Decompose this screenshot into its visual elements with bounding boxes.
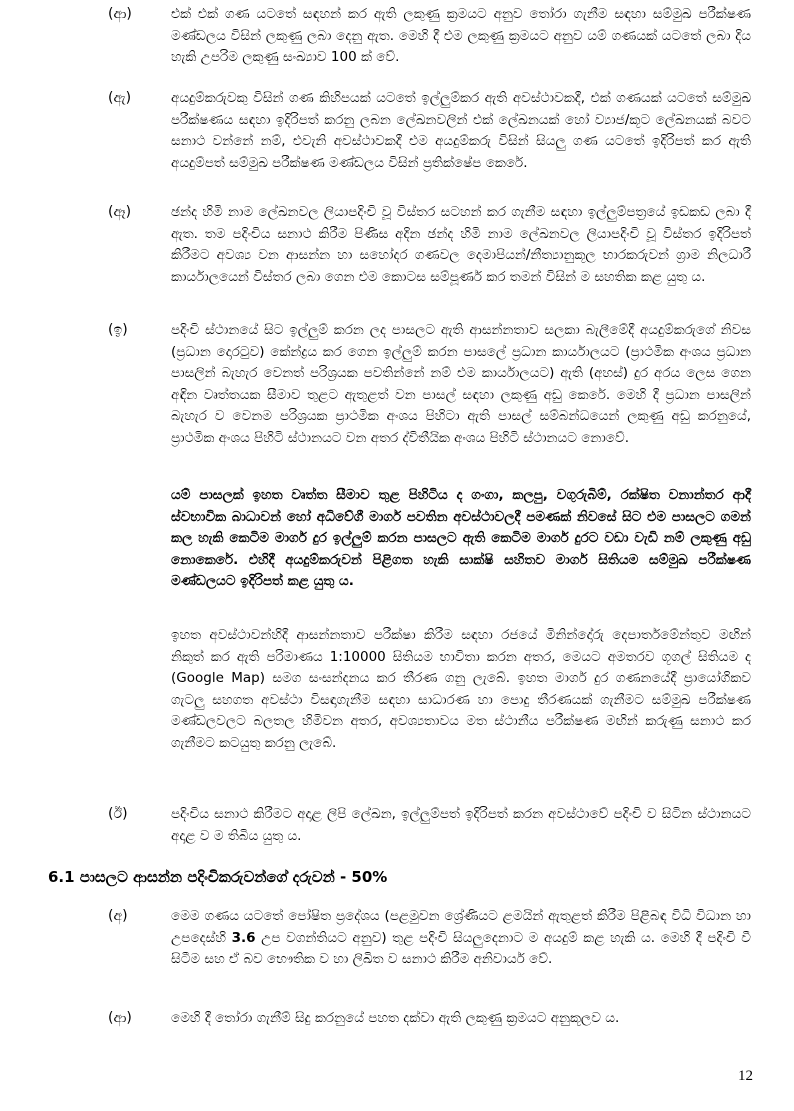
item-text-before: මෙම ගණය යටතේ පෝෂිත ප්‍රදේශය (පළමුවන ශ්‍රේණියට ළමයින් ඇතුළත් කිරීම පිළිබඳ විධි විධාන හා උපදෙස්හි — [171, 908, 751, 946]
item-label: (ඉ) — [108, 322, 128, 338]
item-text: පදිංචිය සනාථ කිරීමට අදාළ ලිපි ලේඛන, ඉල්ලුම්පත් ඉදිරිපත් කරන අවස්ථාවේ පදිංචි ව සිටින ස්ථානයට අදාළ ව ම තිබිය යුතු ය. — [171, 806, 751, 844]
item-text — [171, 906, 751, 971]
item-text: එක් එක් ගණ යටතේ සඳහන් කර ඇති ලකුණු ක්‍රමයට අනුව තෝරා ගැනීම සඳහා සම්මුඛ පරීක්ෂණ මණ්ඩලය විසින් ලකුණු ලබා දෙනු ඇත. මෙහි දී එම ලකුණු ක්‍රමයට අනුව යම් ගණයක් යටතේ ලබා දිය හැකි උපරිම ලකුණු සංඛ්‍යාව 100 ක් වේ. — [171, 6, 751, 66]
item-label: (ආ) — [108, 6, 132, 22]
clause-reference: 3.6 — [231, 929, 256, 946]
item-text: මෙහි දී තෝරා ගැනීම් සිදු කරනුයේ පහත දක්වා ඇති ලකුණු ක්‍රමයට අනුකූලව ය. — [171, 1010, 620, 1026]
section-heading: 6.1 පාසලට ආසන්න පදිංචිකරුවන්ගේ දරුවන් - 50% — [48, 868, 388, 886]
item-label: (අ) — [108, 908, 128, 924]
item-text: අයදුම්කරුවකු විසින් ගණ කිහිපයක් යටතේ ඉල්ලුම්කර ඇති අවස්ථාවකදී, එක් ගණයක් යටතේ සම්මුඛ පරීක්ෂණය සඳහා ඉදිරිපත් කරනු ලබන ලේඛනවලින් එක් ලේඛනයක් හෝ ව්‍යාජ/කූට ලේඛනයක් බවට සනාථ වන්නේ නම්, එවැනි අවස්ථාවකදී එම අයදුම්කරු විසින් සියලු ගණ යටතේ ඉදිරිපත් කර ඇති අයදුම්පත් සම්මුඛ පරීක්ෂණ මණ්ඩලය විසින් ප්‍රතික්ෂේප කෙරේ. — [171, 90, 751, 171]
page-number: 12 — [738, 1068, 753, 1084]
item-label: (ඊ) — [108, 806, 128, 822]
item-label: (ආ) — [108, 1010, 132, 1026]
item-text-after: උප වගන්තියට අනුව) තුළ පදිංචි සියලුදෙනාට ම අයදුම් කළ හැකි ය. මෙහි දී පදිංචි වී සිටීම සහ ඒ බව භෞතික ව හා ලිඛිත ව සනාථ කිරීම අනිවාර්ය වේ. — [171, 929, 751, 968]
item-paragraph: ඉහත අවස්ථාවන්හිදී ආසන්නතාව පරීක්ෂා කිරීම සඳහා රජයේ මිනින්දෝරු දෙපාර්තමේන්තුව මඟින් නිකුත් කර ඇති පරිමාණය 1:10000 සිතියම භාවිතා කරන අතර, මෙයට අමතරව ගූගල් සිතියම ද (Google Map) සමග සංසන්දනය කර තීරණ ගනු ලැබේ. ඉහත මාර්ග දුර ගණනයේදී ප්‍රායෝගිකව ගැටලු සහගත අවස්ථා විසඳාගැනීම සඳහා සාධාරණ හා පොදු තීරණයක් ගැනීමට සම්මුඛ පරීක්ෂණ මණ්ඩලවලට බලතල හිමිවන අතර, අවශ්‍යතාවය මත ස්ථානීය පරීක්ෂණ මඟින් කරුණු සනාථ කර ගැනීමට කටයුතු කරනු ලැබේ. — [171, 627, 751, 751]
item-paragraph-bold: යම් පාසලක් ඉහත වෘත්ත සීමාව තුළ පිහිටිය ද ගංගා, කලපු, වගුරුබිම්, රක්ෂිත වනාන්තර ආදී ස්වභාවික බාධාවන් හෝ අධිවේගී මාර්ග පවතින අවස්ථාවලදී පමණක් නිවසේ සිට එම පාසලට ගමන් කල හැකි කෙටිම මාර්ග දුර ඉල්ලුම් කරන පාසලට ඇති කෙටිම මාර්ග දුරට වඩා වැඩි නම් ලකුණු අඩු නොකෙරේ. එහිදී අයදුම්කරුවන් පිළිගත හැකි සාක්ෂි සහිතව මාර්ග සිතියම සම්මුඛ පරීක්ෂණ මණ්ඩලයට ඉදිරිපත් කළ යුතු ය. — [171, 487, 751, 590]
item-label: (ඇ) — [108, 90, 132, 106]
item-text: ඡන්ද හිමි නාම ලේඛනවල ලියාපදිංචි වූ විස්තර සටහන් කර ගැනීම සඳහා ඉල්ලුම්පත්‍රයේ ඉඩකඩ ලබා දී ඇත. තම පදිංචිය සනාථ කිරීම පිණිස අදින ඡන්ද හිමි නාම ලේඛනවල ලියාපදිංචි වූ විස්තර ඉදිරිපත් කිරීමට අවශ්‍ය වන ආසන්න හා සහෝදර ගණවල දෙමාපියන්/නීත්‍යානුකූල භාරකරුවන් ග්‍රාම නිලධාරී කාර්යාලයෙන් විස්තර ලබා ගෙන එම කොටස සම්පූර්ණ කර තමන් විසින් ම සහතික කළ යුතු ය. — [171, 204, 751, 285]
item-paragraph: පදිංචි ස්ථානයේ සිට ඉල්ලුම් කරන ලද පාසලට ඇති ආසන්නතාව සලකා බැලීමේදී අයදුම්කරුගේ නිවස (ප්‍රධාන දොරටුව) කේන්ද්‍රය කර ගෙන ඉල්ලුම් කරන පාසලේ ප්‍රධාන කාර්යාලයට (ප්‍රාථමික අංශය ප්‍රධාන පාසලින් බැහැර වෙනත් පරිශ්‍රයක පවතින්නේ නම් එම කාර්යාලයට) ඇති (අහස්) දුර අරය ලෙස ගෙන අඳින වෘත්තයක සීමාව තුළට ඇතුළත් වන පාසල් සඳහා ලකුණු අඩු කෙරේ. මෙහි දී ප්‍රධාන පාසලින් බැහැර ව වෙනම පරිශ්‍රයක ප්‍රාථමික අංශය පිහිටා ඇති පාසල් සම්බන්ධයෙන් ලකුණු අඩු කරනුයේ, ප්‍රාථමික අංශය පිහිටි ස්ථානයට වන අතර ද්විතීයික අංශය පිහිටි ස්ථානයට නොවේ. — [171, 322, 751, 446]
item-label: (ඈ) — [108, 204, 132, 220]
